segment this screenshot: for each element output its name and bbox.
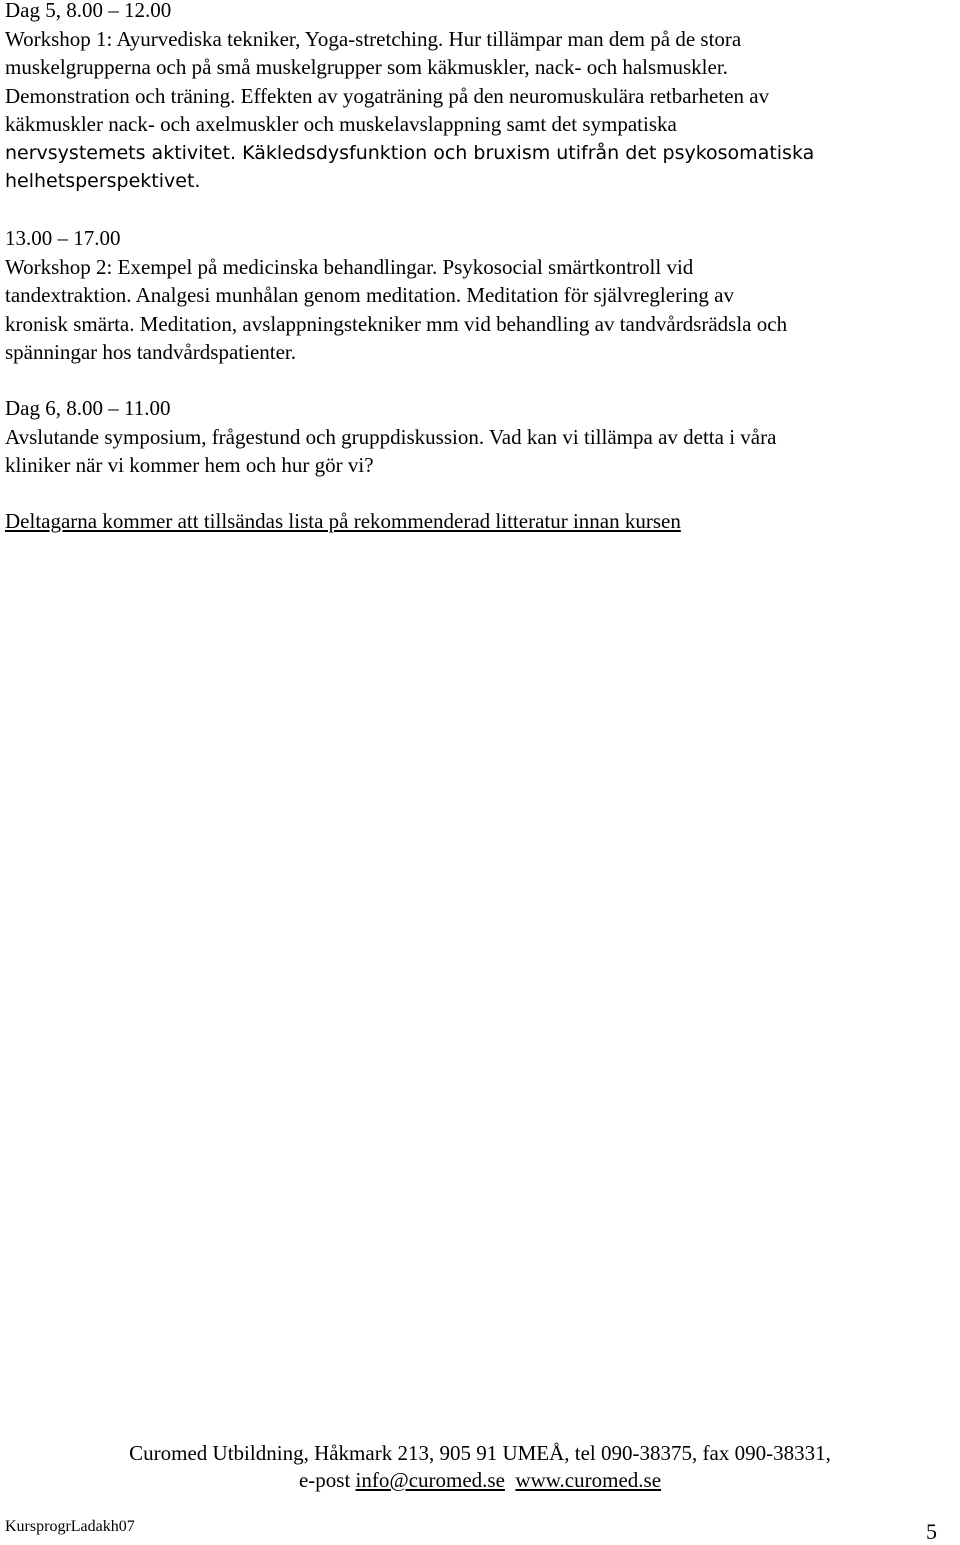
day5-text-line: helhetsperspektivet. — [5, 170, 201, 192]
afternoon-text-line: kronisk smärta. Meditation, avslappningstekniker mm vid behandling av tandvårdsrädsla och — [5, 311, 788, 336]
day6-section — [5, 394, 960, 480]
day6-text-line: Avslutande symposium, frågestund och gruppdiskussion. Vad kan vi tillämpa av detta i våra — [5, 424, 777, 449]
day5-heading: Dag 5, 8.00 – 12.00 — [5, 0, 172, 22]
afternoon-text-line: tandextraktion. Analgesi munhålan genom meditation. Meditation för självreglering av — [5, 283, 734, 307]
day6-heading: Dag 6, 8.00 – 11.00 — [5, 396, 171, 420]
afternoon-section — [5, 224, 960, 367]
afternoon-time: 13.00 – 17.00 — [5, 226, 121, 250]
day5-text-line: Demonstration och träning. Effekten av yogaträning på den neuromuskulära retbarheten av — [5, 83, 770, 108]
document-name: KursprogrLadakh07 — [5, 1518, 135, 1535]
footer-contact — [0, 1467, 960, 1494]
day5-text-line: käkmuskler nack- och axelmuskler och muskelavslappning samt det sympatiska — [5, 112, 677, 136]
literature-note — [5, 507, 960, 536]
day6-text-line: kliniker när vi kommer hem och hur gör vi? — [5, 453, 374, 477]
day5-section — [5, 0, 960, 196]
page-number: 5 — [926, 1519, 937, 1544]
footer-address: Curomed Utbildning, Håkmark 213, 905 91 UMEÅ, tel 090-38375, fax 090-38331, — [129, 1441, 831, 1465]
afternoon-text-line: Workshop 2: Exempel på medicinska behandlingar. Psykosocial smärtkontroll vid — [5, 254, 694, 279]
footer — [0, 1440, 960, 1494]
footer-email-prefix: e-post — [298, 1468, 356, 1492]
day5-text-line: nervsystemets aktivitet. Käkledsdysfunktion och bruxism utifrån det psykosomatiska — [5, 141, 815, 164]
day5-text-line: Workshop 1: Ayurvediska tekniker, Yoga-stretching. Hur tillämpar man dem på de stora — [5, 26, 742, 51]
website-link[interactable]: www.curomed.se — [515, 1468, 662, 1492]
email-link[interactable]: info@curomed.se — [355, 1468, 505, 1492]
literature-note-text: Deltagarna kommer att tillsändas lista på rekommenderad litteratur innan kursen — [5, 509, 681, 533]
afternoon-text-line: spänningar hos tandvårdspatienter. — [5, 340, 297, 364]
day5-text-line: muskelgrupperna och på små muskelgrupper som käkmuskler, nack- och halsmuskler. — [5, 55, 728, 79]
